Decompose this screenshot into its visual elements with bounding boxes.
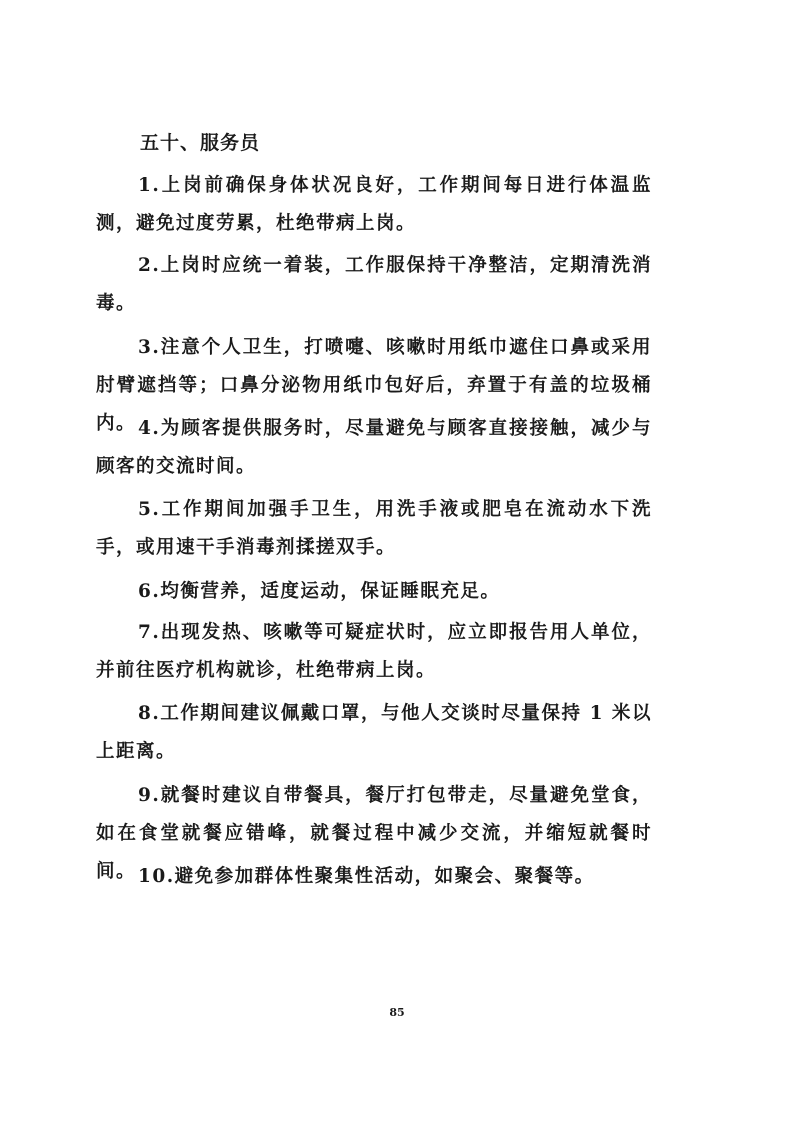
guideline-item-2: 2.上岗时应统一着装，工作服保持干净整洁，定期清洗消毒。 [96,255,652,314]
guideline-item-9: 9.就餐时建议自带餐具，餐厅打包带走，尽量避免堂食，如在食堂就餐应错峰，就餐过程中减少交流，并缩短就餐时间。 [96,785,652,882]
guideline-item-7: 7.出现发热、咳嗽等可疑症状时，应立即报告用人单位，并前往医疗机构就诊，杜绝带病上岗。 [96,622,652,681]
guideline-item-8: 8.工作期间建议佩戴口罩，与他人交谈时尽量保持 1 米以上距离。 [96,703,652,762]
guideline-item-5: 5.工作期间加强手卫生，用洗手液或肥皂在流动水下洗手，或用速干手消毒剂揉搓双手。 [96,499,652,558]
guideline-item-1: 1.上岗前确保身体状况良好，工作期间每日进行体温监测，避免过度劳累，杜绝带病上岗。 [96,175,652,234]
guideline-item-10: 10.避免参加群体性聚集性活动，如聚会、聚餐等。 [138,866,595,887]
guideline-item-3: 3.注意个人卫生，打喷嚏、咳嗽时用纸巾遮住口鼻或采用肘臂遮挡等；口鼻分泌物用纸巾包好后，弃置于有盖的垃圾桶内。 [96,337,652,434]
section-heading: 五十、服务员 [140,132,261,154]
page-number: 85 [389,1006,405,1019]
guideline-item-6: 6.均衡营养，适度运动，保证睡眠充足。 [138,581,501,602]
guideline-item-4: 4.为顾客提供服务时，尽量避免与顾客直接接触，减少与顾客的交流时间。 [96,418,652,477]
